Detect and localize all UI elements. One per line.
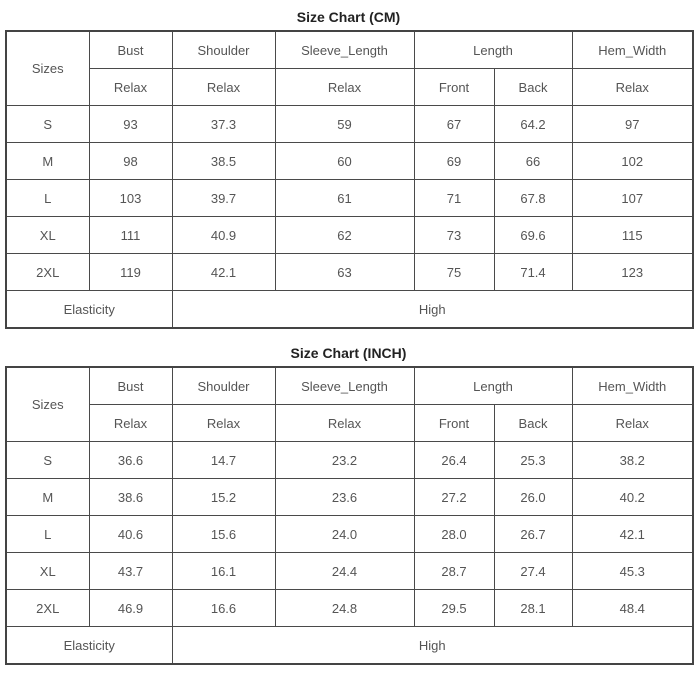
table-row [6,106,693,143]
table-row [6,254,693,291]
cell-size: M [6,479,89,516]
cell-bust: 119 [89,254,172,291]
cell-front: 67 [414,106,494,143]
cell-hem: 45.3 [572,553,693,590]
cell-front: 28.7 [414,553,494,590]
subheader-hem-fit: Relax [572,405,693,442]
cell-front: 28.0 [414,516,494,553]
cell-hem: 40.2 [572,479,693,516]
elasticity-value: High [172,627,693,665]
cell-size: L [6,516,89,553]
table-row [6,217,693,254]
cell-back: 26.7 [494,516,572,553]
table-row [6,180,693,217]
table-row [6,590,693,627]
cell-bust: 46.9 [89,590,172,627]
elasticity-value: High [172,291,693,329]
cell-shoulder: 15.6 [172,516,275,553]
cell-sleeve: 24.4 [275,553,414,590]
cell-back: 66 [494,143,572,180]
cell-back: 69.6 [494,217,572,254]
subheader-row [6,405,693,442]
cell-shoulder: 16.6 [172,590,275,627]
cell-hem: 115 [572,217,693,254]
cell-hem: 48.4 [572,590,693,627]
cell-size: 2XL [6,254,89,291]
size-table [5,366,694,665]
subheader-hem-fit: Relax [572,69,693,106]
header-sleeve-length: Sleeve_Length [275,31,414,69]
cell-sleeve: 23.6 [275,479,414,516]
cell-front: 29.5 [414,590,494,627]
cell-size: S [6,442,89,479]
header-sizes: Sizes [6,31,89,106]
cell-bust: 38.6 [89,479,172,516]
elasticity-label: Elasticity [6,291,172,329]
cell-size: M [6,143,89,180]
cell-shoulder: 15.2 [172,479,275,516]
cell-bust: 43.7 [89,553,172,590]
cell-front: 73 [414,217,494,254]
cell-bust: 98 [89,143,172,180]
subheader-front: Front [414,405,494,442]
cell-sleeve: 23.2 [275,442,414,479]
header-bust: Bust [89,367,172,405]
subheader-shoulder-fit: Relax [172,69,275,106]
table-row [6,442,693,479]
elasticity-row [6,627,693,665]
table-row [6,516,693,553]
cell-back: 26.0 [494,479,572,516]
cell-sleeve: 61 [275,180,414,217]
size-chart-inch [5,341,692,665]
cell-front: 26.4 [414,442,494,479]
header-shoulder: Shoulder [172,31,275,69]
cell-size: 2XL [6,590,89,627]
cell-bust: 36.6 [89,442,172,479]
cell-back: 25.3 [494,442,572,479]
chart-title: Size Chart (CM) [296,9,401,25]
cell-size: XL [6,553,89,590]
cell-back: 28.1 [494,590,572,627]
elasticity-row [6,291,693,329]
cell-sleeve: 62 [275,217,414,254]
cell-hem: 102 [572,143,693,180]
cell-front: 71 [414,180,494,217]
subheader-sleeve-fit: Relax [275,69,414,106]
cell-hem: 97 [572,106,693,143]
size-chart-cm [5,5,692,329]
cell-sleeve: 60 [275,143,414,180]
header-row [6,367,693,405]
cell-shoulder: 37.3 [172,106,275,143]
cell-sleeve: 24.8 [275,590,414,627]
cell-bust: 40.6 [89,516,172,553]
elasticity-label: Elasticity [6,627,172,665]
header-hem-width: Hem_Width [572,367,693,405]
table-row [6,143,693,180]
table-row [6,553,693,590]
cell-hem: 42.1 [572,516,693,553]
cell-back: 71.4 [494,254,572,291]
cell-size: XL [6,217,89,254]
header-shoulder: Shoulder [172,367,275,405]
subheader-back: Back [494,405,572,442]
cell-sleeve: 59 [275,106,414,143]
header-bust: Bust [89,31,172,69]
header-hem-width: Hem_Width [572,31,693,69]
cell-shoulder: 42.1 [172,254,275,291]
cell-size: L [6,180,89,217]
subheader-sleeve-fit: Relax [275,405,414,442]
cell-front: 69 [414,143,494,180]
cell-sleeve: 24.0 [275,516,414,553]
subheader-bust-fit: Relax [89,405,172,442]
cell-bust: 103 [89,180,172,217]
cell-bust: 111 [89,217,172,254]
cell-size: S [6,106,89,143]
cell-front: 27.2 [414,479,494,516]
header-sleeve-length: Sleeve_Length [275,367,414,405]
cell-hem: 123 [572,254,693,291]
size-table [5,30,694,329]
subheader-shoulder-fit: Relax [172,405,275,442]
subheader-back: Back [494,69,572,106]
cell-shoulder: 14.7 [172,442,275,479]
cell-back: 67.8 [494,180,572,217]
cell-back: 64.2 [494,106,572,143]
cell-back: 27.4 [494,553,572,590]
cell-hem: 107 [572,180,693,217]
subheader-front: Front [414,69,494,106]
cell-shoulder: 16.1 [172,553,275,590]
subheader-row [6,69,693,106]
table-row [6,479,693,516]
header-length: Length [414,31,572,69]
subheader-bust-fit: Relax [89,69,172,106]
cell-front: 75 [414,254,494,291]
cell-hem: 38.2 [572,442,693,479]
cell-shoulder: 38.5 [172,143,275,180]
chart-title: Size Chart (INCH) [290,345,407,361]
cell-shoulder: 40.9 [172,217,275,254]
header-row [6,31,693,69]
cell-shoulder: 39.7 [172,180,275,217]
header-sizes: Sizes [6,367,89,442]
cell-bust: 93 [89,106,172,143]
header-length: Length [414,367,572,405]
cell-sleeve: 63 [275,254,414,291]
